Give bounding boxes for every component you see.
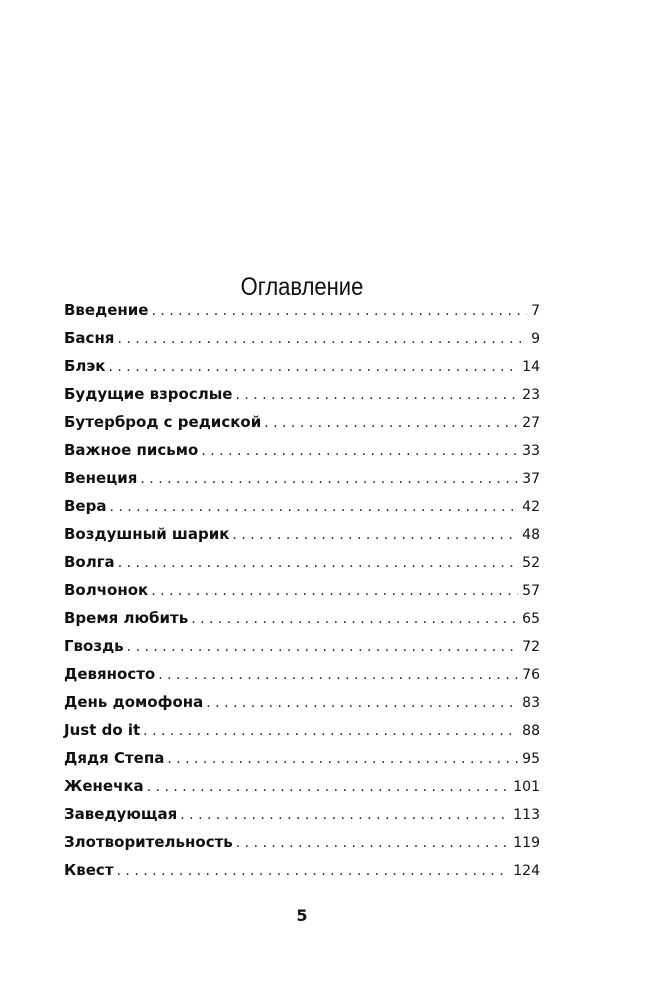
toc-entry[interactable] xyxy=(64,716,540,744)
dot-leader xyxy=(180,801,509,829)
toc-entry-title: Время любить xyxy=(64,609,189,627)
toc-entry-page: 72 xyxy=(522,639,540,655)
toc-entry-page: 14 xyxy=(522,359,540,375)
toc-entry-page: 113 xyxy=(513,807,540,823)
toc-entry-page: 101 xyxy=(513,779,540,795)
toc-entry-page: 7 xyxy=(531,303,540,319)
toc-entry[interactable] xyxy=(64,464,540,492)
toc-entry-title: Блэк xyxy=(64,357,106,375)
toc-entry-page: 52 xyxy=(522,555,540,571)
toc-entry-page: 124 xyxy=(513,863,540,879)
dot-leader xyxy=(206,689,518,717)
toc-entry-page: 23 xyxy=(522,387,540,403)
dot-leader xyxy=(167,745,518,773)
toc-entry-page: 83 xyxy=(522,695,540,711)
dot-leader xyxy=(158,661,518,689)
toc-entry-page: 37 xyxy=(522,471,540,487)
toc-entry[interactable] xyxy=(64,632,540,660)
toc-entry-title: Злотворительность xyxy=(64,833,233,851)
toc-entry-title: Волга xyxy=(64,553,115,571)
toc-entry-page: 119 xyxy=(513,835,540,851)
toc-entry-page: 88 xyxy=(522,723,540,739)
toc-entry-page: 57 xyxy=(522,583,540,599)
toc-entry[interactable] xyxy=(64,548,540,576)
dot-leader xyxy=(151,297,527,325)
toc-entry[interactable] xyxy=(64,744,540,772)
toc-entry-title: Гвоздь xyxy=(64,637,124,655)
toc-entry[interactable] xyxy=(64,772,540,800)
dot-leader xyxy=(232,521,518,549)
toc-entry-title: Будущие взрослые xyxy=(64,385,233,403)
toc-entry[interactable] xyxy=(64,688,540,716)
toc-entry-title: Важное письмо xyxy=(64,441,199,459)
toc-entry-page: 95 xyxy=(522,751,540,767)
toc-entry[interactable] xyxy=(64,492,540,520)
dot-leader xyxy=(140,465,518,493)
toc-entry[interactable] xyxy=(64,408,540,436)
toc-entry-page: 65 xyxy=(522,611,540,627)
toc-entry-title: Just do it xyxy=(64,721,141,739)
toc-entry[interactable] xyxy=(64,828,540,856)
dot-leader xyxy=(109,353,519,381)
toc-entry-page: 9 xyxy=(531,331,540,347)
dot-leader xyxy=(143,717,518,745)
dot-leader xyxy=(109,493,518,521)
dot-leader xyxy=(117,857,510,885)
dot-leader xyxy=(201,437,518,465)
toc-entry-page: 33 xyxy=(522,443,540,459)
dot-leader xyxy=(236,829,510,857)
toc-entry-title: Квест xyxy=(64,861,114,879)
toc-entry-title: Басня xyxy=(64,329,115,347)
toc-entry-page: 42 xyxy=(522,499,540,515)
page-number: 5 xyxy=(296,906,308,925)
dot-leader xyxy=(235,381,518,409)
dot-leader xyxy=(117,325,527,353)
toc-entry-title: Венеция xyxy=(64,469,138,487)
toc-entry[interactable] xyxy=(64,856,540,884)
toc-entry-title: День домофона xyxy=(64,693,204,711)
toc-entry[interactable] xyxy=(64,296,540,324)
toc-entry[interactable] xyxy=(64,352,540,380)
toc-entry-page: 48 xyxy=(522,527,540,543)
toc-list xyxy=(64,296,540,884)
dot-leader xyxy=(147,773,510,801)
toc-entry-page: 27 xyxy=(522,415,540,431)
toc-entry[interactable] xyxy=(64,800,540,828)
dot-leader xyxy=(118,549,518,577)
toc-entry-title: Воздушный шарик xyxy=(64,525,230,543)
toc-entry-title: Введение xyxy=(64,301,149,319)
toc-entry[interactable] xyxy=(64,576,540,604)
toc-entry-title: Дядя Степа xyxy=(64,749,165,767)
toc-entry-page: 76 xyxy=(522,667,540,683)
toc-entry[interactable] xyxy=(64,324,540,352)
toc-entry-title: Женечка xyxy=(64,777,144,795)
toc-title: Оглавление xyxy=(240,272,364,301)
toc-entry-title: Вера xyxy=(64,497,107,515)
toc-entry[interactable] xyxy=(64,436,540,464)
toc-entry-title: Бутерброд с редиской xyxy=(64,413,262,431)
toc-entry[interactable] xyxy=(64,380,540,408)
toc-entry[interactable] xyxy=(64,520,540,548)
toc-entry-title: Девяносто xyxy=(64,665,156,683)
dot-leader xyxy=(127,633,519,661)
toc-entry[interactable] xyxy=(64,604,540,632)
dot-leader xyxy=(191,605,518,633)
dot-leader xyxy=(264,409,518,437)
toc-entry-title: Волчонок xyxy=(64,581,149,599)
toc-entry[interactable] xyxy=(64,660,540,688)
dot-leader xyxy=(151,577,518,605)
toc-entry-title: Заведующая xyxy=(64,805,178,823)
